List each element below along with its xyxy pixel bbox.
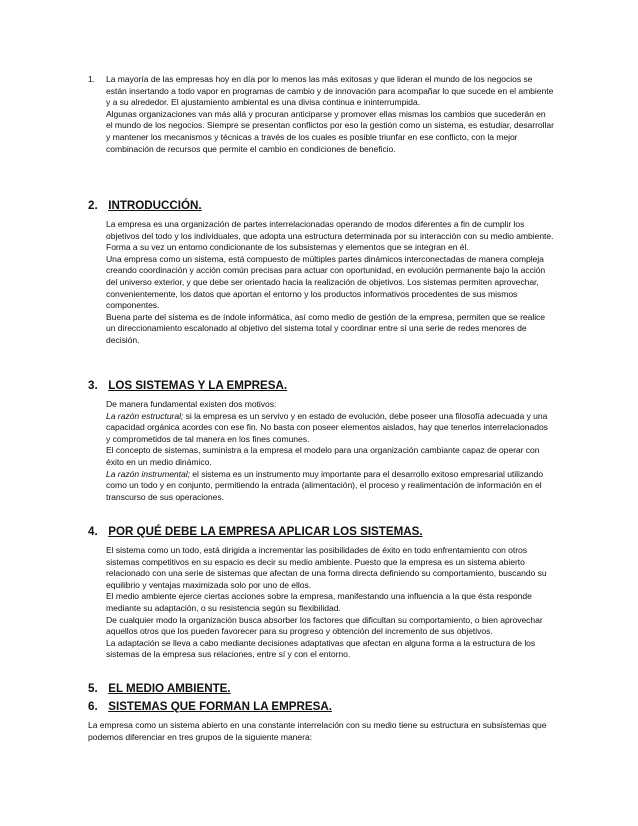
- section-5-title: EL MEDIO AMBIENTE.: [108, 682, 231, 695]
- item-1-number: 1.: [88, 74, 96, 84]
- instrumental-reason-text: el sistema es un instrumento muy importante para el desarrollo exitoso empresarial utilizando como un todo y en conjunto, permitiendo la entrada (alimentación), el proceso y realimentación de información en el transcurso de sus operaciones.: [106, 468, 544, 502]
- section-6-number: 6.: [88, 700, 98, 713]
- instrumental-reason-label: La razón instrumental;: [106, 468, 190, 479]
- structural-reason-label: La razón estructural;: [106, 410, 184, 421]
- item-1-body: [106, 74, 554, 155]
- section-4-paragraph: El medio ambiente ejerce ciertas acciones sobre la empresa, manifestando una influencia a la que ésta responde mediante su adaptación, o su resistencia según su flexibilidad.: [106, 591, 532, 613]
- section-4-heading: [88, 525, 423, 539]
- section-6-paragraph: La empresa como un sistema abierto en una constante interrelación con su medio tiene su estructura en subsistemas que podemos diferenciar en tres grupos de la siguiente manera:: [88, 720, 547, 742]
- section-4-paragraph: El sistema como un todo, está dirigida a incrementar las posibilidades de éxito en todo enfrentamiento con otros sistemas competitivos en su espacio es decir su medio ambiente. Puesto que la empresa es un sistema abierto relacionado con una serie de sistemas que afectan de una forma directa definiendo su comportamiento, buscando su equilibrio y ventajas maximizada solo por uno de ellos.: [106, 545, 547, 590]
- section-6-title: SISTEMAS QUE FORMAN LA EMPRESA.: [108, 700, 332, 713]
- section-3-heading: [88, 379, 287, 393]
- section-3-body: [106, 399, 554, 503]
- section-4-body: [106, 545, 554, 661]
- section-3-number: 3.: [88, 379, 98, 392]
- item-1-paragraph: La mayoría de las empresas hoy en día por lo menos las más exitosas y que lideran el mundo de los negocios se están insertando a todo vapor en programas de cambio y de innovación para acompañar lo que sucede en el ambiente y a su alrededor. El ajustamiento ambiental es una divisa continua e ininterrumpida.: [106, 74, 554, 108]
- section-3-reason-structural: [106, 411, 554, 446]
- section-2-paragraph: Buena parte del sistema es de índole informática, así como medio de gestión de la empresa, permiten que se realice un direccionamiento escalonado al objetivo del sistema total y coordinar entre sí una serie de redes menores de decisión.: [106, 311, 546, 345]
- section-4-paragraph: La adaptación se lleva a cabo mediante decisiones adaptativas que afectan en alguna forma a la estructura de los sistemas de la empresa sus relaciones, entre sí y con el entorno.: [106, 637, 536, 660]
- section-4-number: 4.: [88, 525, 98, 538]
- section-2-heading: [88, 199, 202, 213]
- section-3-intro: De manera fundamental existen dos motivos:: [106, 399, 277, 409]
- section-4-title: POR QUÉ DEBE LA EMPRESA APLICAR LOS SISTEMAS.: [108, 525, 423, 538]
- section-5-number: 5.: [88, 682, 98, 695]
- section-3-title: LOS SISTEMAS Y LA EMPRESA.: [108, 379, 288, 392]
- section-5-heading: [88, 682, 231, 696]
- section-6-body: [88, 720, 556, 743]
- structural-reason-text: si la empresa es un servivo y en estado de evolución, debe poseer una filosofía adecuada y una capacidad orgánica acordes con ese fin. No basta con poseer elementos aislados, hay que tenerlos interrelacionados y comprometidos de tal manera en los fines comunes.: [106, 410, 548, 444]
- section-2-paragraph: Una empresa como un sistema, está compuesto de múltiples partes dinámicos interconectadas de manera compleja creando coordinación y acción común precisas para actuar con oportunidad, en evolución permanente bajo la acción del universo exterior, y que debe ser orientado hacia la realización de objetivos. Los sistemas permiten aprovechar, convenientemente, los datos que aportan el entorno y los productos informativos procedentes de sus mismos componentes.: [106, 253, 546, 311]
- section-2-paragraph: La empresa es una organización de partes interrelacionadas operando de modos diferentes a fin de cumplir los objetivos del todo y los individuales, que adopta una estructura determinada por su interacción con su medio ambiente. Forma a su vez un entorno condicionante de los subsistemas y elementos que se integran en él.: [106, 219, 554, 253]
- section-2-number: 2.: [88, 199, 98, 212]
- section-6-heading: [88, 700, 332, 714]
- section-3-paragraph: El concepto de sistemas, suministra a la empresa el modelo para una organización cambiante capaz de operar con éxito en un medio dinámico.: [106, 445, 540, 467]
- section-3-reason-instrumental: [106, 469, 554, 504]
- section-2-body: [106, 219, 554, 347]
- section-4-paragraph: De cualquier modo la organización busca absorber los factores que dificultan su comportamiento, o bien aprovechar aquellos otros que los pueden favorecer para su progreso y obtención del incremento de sus objetivos.: [106, 614, 543, 637]
- item-1-paragraph: Algunas organizaciones van más allá y procuran anticiparse y promover ellas mismas los cambios que sucederán en el mundo de los negocios. Siempre se presentan conflictos por eso la gestión como un sistema, es estudiar, desarrollar y mantener los mecanismos y técnicas a través de los cuales es posible triunfar en ese conflicto, con la mejor combinación de recursos que permite el cambio en condiciones de beneficio.: [106, 108, 554, 154]
- section-2-title: INTRODUCCIÓN.: [108, 199, 202, 212]
